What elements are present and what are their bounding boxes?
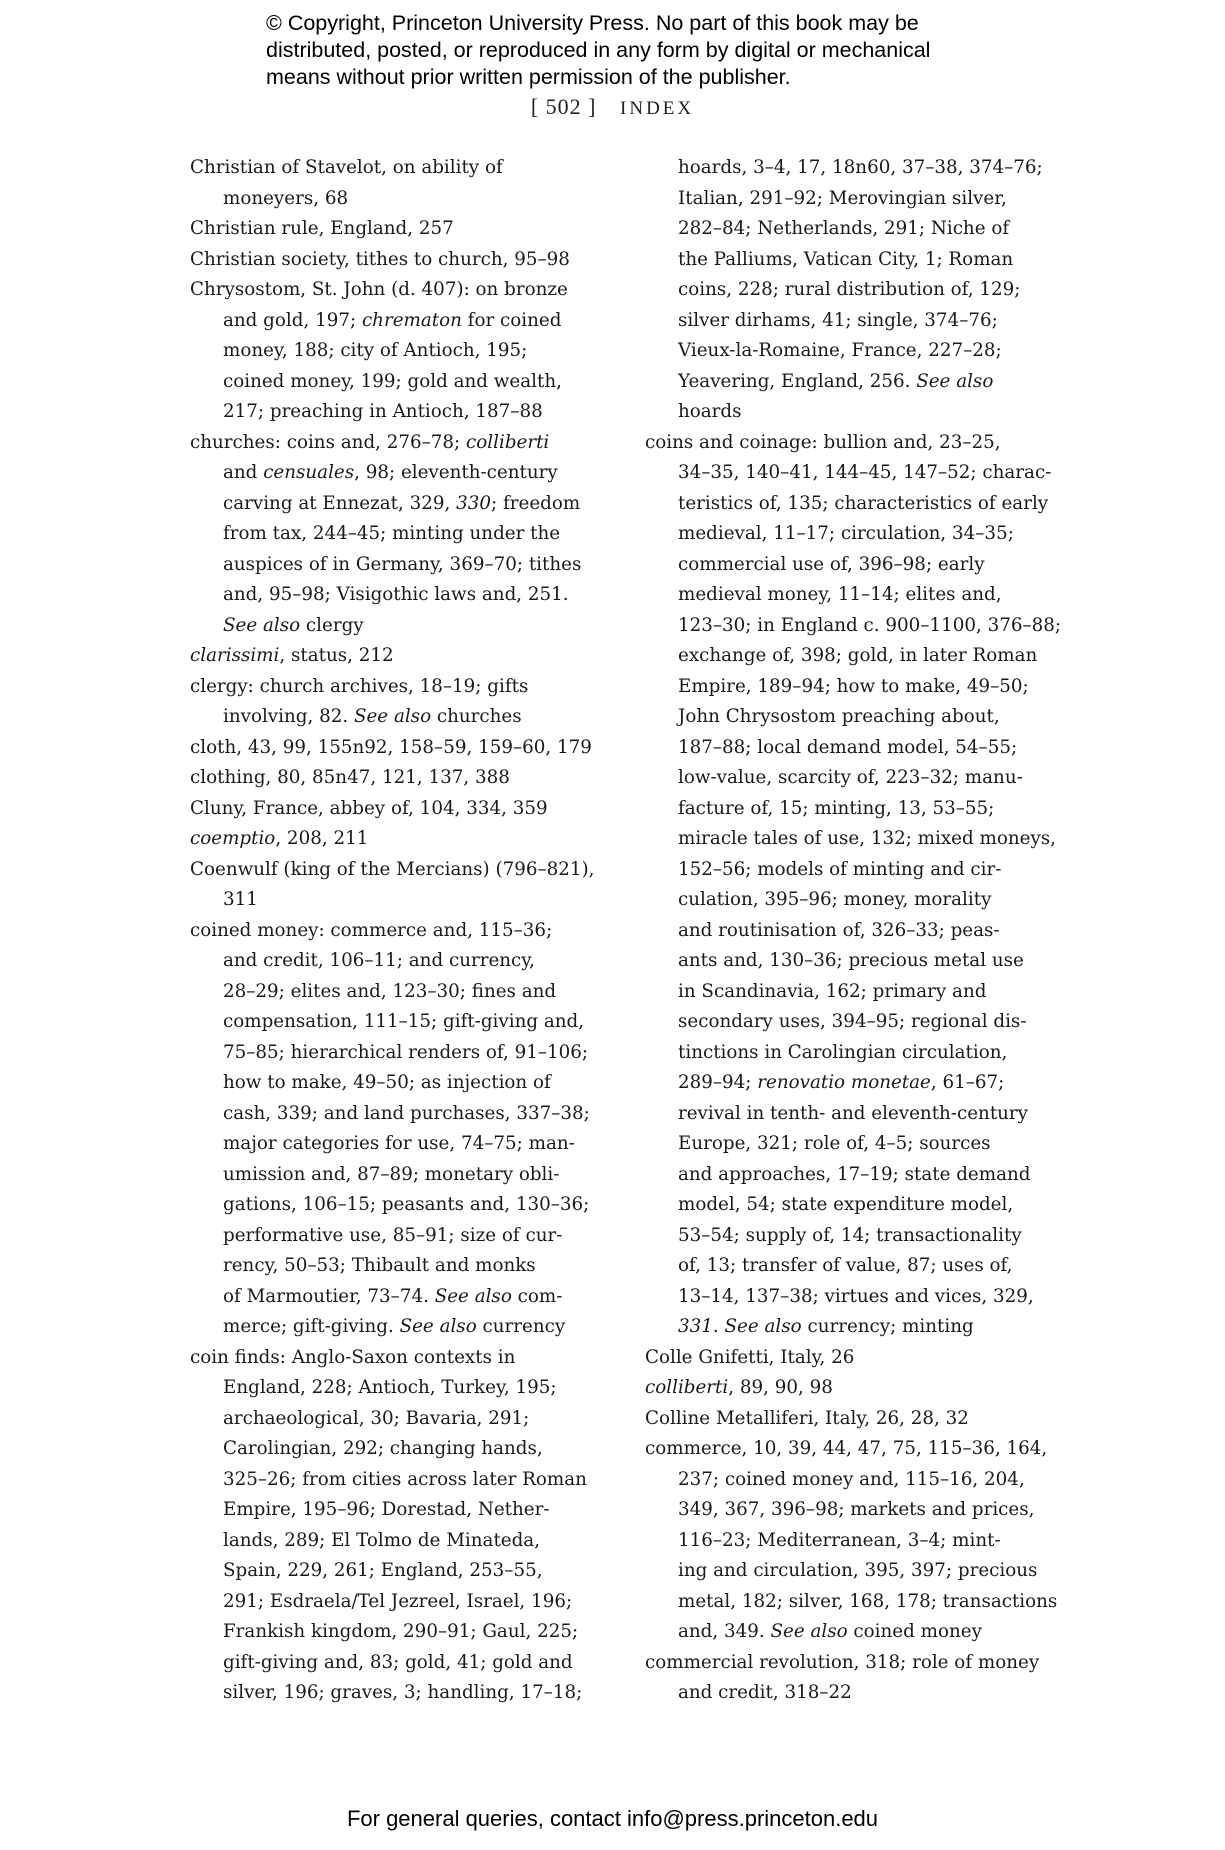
index-entry: Chrysostom, St. John (d. 407): on bronze (190, 279, 568, 300)
index-entry-continuation: 187–88; local demand model, 54–55; (678, 736, 1018, 758)
index-entry: Christian of Stavelot, on ability of (190, 157, 503, 178)
index-entry-continuation: 311 (223, 889, 258, 910)
index-entry-continuation: and approaches, 17–19; state demand (678, 1163, 1031, 1185)
index-entry-continuation: from tax, 244–45; minting under the (223, 523, 561, 544)
index-entry-continuation: culation, 395–96; money, morality (678, 889, 992, 910)
index-entry-continuation: revival in tenth- and eleventh-century (678, 1102, 1029, 1124)
index-entry-continuation: how to make, 49–50; as injection of (223, 1072, 551, 1093)
index-entry-continuation: major categories for use, 74–75; man- (223, 1133, 575, 1154)
index-entry-continuation: lands, 289; El Tolmo de Minateda, (223, 1529, 541, 1551)
running-head (0, 94, 1225, 120)
index-entry-continuation: medieval money, 11–14; elites and, (678, 584, 1002, 605)
index-entry-continuation: 349, 367, 396–98; markets and prices, (678, 1499, 1035, 1520)
index-entry-continuation: and routinisation of, 326–33; peas- (678, 919, 1000, 941)
index-entry-continuation: 152–56; models of minting and cir- (678, 858, 1002, 880)
index-entry-continuation: Italian, 291–92; Merovingian silver, (678, 187, 1007, 209)
index-entry-continuation: cash, 339; and land purchases, 337–38; (223, 1102, 590, 1124)
index-entry-continuation: Frankish kingdom, 290–91; Gaul, 225; (223, 1621, 579, 1642)
index-entry: Cluny, France, abbey of, 104, 334, 359 (190, 797, 548, 819)
index-entry-continuation: miracle tales of use, 132; mixed moneys, (678, 828, 1056, 849)
index-entry-continuation: performative use, 85–91; size of cur- (223, 1224, 563, 1246)
index-entry-continuation: coins, 228; rural distribution of, 129; (678, 279, 1021, 300)
index-entry-continuation: commercial use of, 396–98; early (678, 553, 985, 575)
index-entry-continuation: medieval, 11–17; circulation, 34–35; (678, 523, 1014, 544)
index-entry-continuation: archaeological, 30; Bavaria, 291; (223, 1407, 530, 1429)
index-entry-continuation: the Palliums, Vatican City, 1; Roman (678, 248, 1014, 270)
index-entry-continuation: of, 13; transfer of value, 87; uses of, (678, 1255, 1013, 1276)
index-entry-continuation: John Chrysostom preaching about, (678, 706, 1000, 727)
index-entry-continuation: hoards, 3–4, 17, 18n60, 37–38, 374–76; (678, 157, 1043, 178)
index-entry: Coenwulf (king of the Mercians) (796–821), (190, 858, 595, 880)
index-entry-continuation: low-value, scarcity of, 223–32; manu- (678, 767, 1023, 788)
index-entry-continuation: moneyers, 68 (223, 187, 349, 209)
index-entry-continuation: Spain, 229, 261; England, 253–55, (223, 1560, 543, 1581)
index-entry-continuation: money, 188; city of Antioch, 195; (223, 340, 528, 361)
index-entry-continuation: teristics of, 135; characteristics of early (678, 492, 1049, 514)
index-entry-continuation: 217; preaching in Antioch, 187–88 (223, 401, 543, 422)
index-entry-continuation: tinctions in Carolingian circulation, (678, 1041, 1008, 1063)
index-entry-continuation: 28–29; elites and, 123–30; fines and (223, 980, 557, 1002)
index-entry-continuation: facture of, 15; minting, 13, 53–55; (678, 797, 995, 819)
index-entry-continuation: auspices of in Germany, 369–70; tithes (223, 553, 582, 575)
index-entry: Christian society, tithes to church, 95–98 (190, 248, 570, 270)
index-entry: commercial revolution, 318; role of money (645, 1651, 1040, 1673)
section-title: INDEX (620, 98, 695, 119)
index-entry-continuation: See also clergy (223, 614, 364, 636)
index-entry-continuation: silver, 196; graves, 3; handling, 17–18; (223, 1682, 583, 1703)
index-entry-continuation: coined money, 199; gold and wealth, (223, 370, 562, 392)
index-entry-continuation: ing and circulation, 395, 397; precious (678, 1560, 1038, 1581)
index-entry: Christian rule, England, 257 (190, 218, 454, 239)
index-entry-continuation: 291; Esdraela/Tel Jezreel, Israel, 196; (223, 1590, 573, 1612)
index-entry: Colline Metalliferi, Italy, 26, 28, 32 (645, 1407, 969, 1429)
index-entry-continuation: Empire, 189–94; how to make, 49–50; (678, 675, 1029, 697)
index-entry-continuation: compensation, 111–15; gift-giving and, (223, 1011, 585, 1032)
index-entry-continuation: merce; gift-giving. See also currency (223, 1316, 566, 1337)
index-entry-continuation: 325–26; from cities across later Roman (223, 1468, 587, 1490)
index-entry-continuation: and censuales, 98; eleventh-century (223, 462, 558, 483)
index-entry-continuation: Carolingian, 292; changing hands, (223, 1438, 543, 1459)
index-entry-continuation: and credit, 106–11; and currency, (223, 950, 535, 971)
index-entry: Colle Gnifetti, Italy, 26 (645, 1346, 855, 1368)
index-entry: churches: coins and, 276–78; colliberti (190, 431, 550, 453)
index-entry-continuation: 53–54; supply of, 14; transactionality (678, 1224, 1022, 1246)
index-entry-continuation: 13–14, 137–38; virtues and vices, 329, (678, 1285, 1034, 1307)
index-entry: cloth, 43, 99, 155n92, 158–59, 159–60, 179 (190, 736, 592, 758)
index-entry: coins and coinage: bullion and, 23–25, (645, 431, 1001, 453)
index-entry-continuation: and credit, 318–22 (678, 1682, 852, 1703)
index-entry: colliberti, 89, 90, 98 (645, 1377, 833, 1398)
index-entry-continuation: hoards (678, 401, 742, 422)
index-entry-continuation: and, 95–98; Visigothic laws and, 251. (223, 584, 569, 605)
index-entry-continuation: and, 349. See also coined money (678, 1621, 982, 1642)
index-entry-continuation: 116–23; Mediterranean, 3–4; mint- (678, 1529, 1001, 1551)
index-entry-continuation: metal, 182; silver, 168, 178; transactions (678, 1590, 1058, 1612)
index-entry-continuation: exchange of, 398; gold, in later Roman (678, 645, 1038, 666)
index-entry-continuation: umission and, 87–89; monetary obli- (223, 1163, 560, 1185)
index-entry-continuation: 34–35, 140–41, 144–45, 147–52; charac- (678, 462, 1052, 483)
index-entry-continuation: Europe, 321; role of, 4–5; sources (678, 1133, 991, 1154)
copyright-line: © Copyright, Princeton University Press. No part of this book may be (266, 11, 919, 35)
index-entry-continuation: and gold, 197; chrematon for coined (223, 309, 562, 331)
index-entry: coin finds: Anglo-Saxon contexts in (190, 1346, 516, 1368)
index-entry-continuation: Empire, 195–96; Dorestad, Nether- (223, 1499, 550, 1520)
index-entry-continuation: 331. See also currency; minting (678, 1316, 974, 1337)
index-entry-continuation: ants and, 130–36; precious metal use (678, 950, 1024, 971)
index-entry-continuation: 75–85; hierarchical renders of, 91–106; (223, 1041, 589, 1063)
index-column-right (645, 153, 1065, 1709)
index-column-left (190, 153, 612, 1709)
index-entry-continuation: of Marmoutier, 73–74. See also com- (223, 1285, 563, 1307)
index-entry-continuation: 282–84; Netherlands, 291; Niche of (678, 218, 1010, 239)
copyright-line: means without prior written permission of the publisher. (266, 65, 791, 89)
index-entry: coemptio, 208, 211 (190, 828, 369, 849)
index-entry-continuation: 237; coined money and, 115–16, 204, (678, 1468, 1025, 1490)
index-entry: commerce, 10, 39, 44, 47, 75, 115–36, 164, (645, 1438, 1048, 1459)
index-entry-continuation: rency, 50–53; Thibault and monks (223, 1255, 536, 1276)
index-entry-continuation: secondary uses, 394–95; regional dis- (678, 1011, 1027, 1032)
index-entry-continuation: carving at Ennezat, 329, 330; freedom (223, 492, 581, 514)
footer-contact: For general queries, contact info@press.princeton.edu (346, 1806, 879, 1831)
index-entry: coined money: commerce and, 115–36; (190, 919, 553, 941)
copyright-notice (266, 10, 986, 91)
index-entry: clarissimi, status, 212 (190, 645, 394, 666)
index-entry-continuation: Vieux-la-Romaine, France, 227–28; (678, 340, 1002, 361)
index-entry-continuation: Yeavering, England, 256. See also (678, 370, 994, 392)
index-entry-continuation: gift-giving and, 83; gold, 41; gold and (223, 1651, 573, 1673)
index-entry-continuation: 289–94; renovatio monetae, 61–67; (678, 1072, 1005, 1093)
index-entry-continuation: model, 54; state expenditure model, (678, 1194, 1014, 1215)
index-entry-continuation: in Scandinavia, 162; primary and (678, 980, 987, 1002)
index-entry: clergy: church archives, 18–19; gifts (190, 675, 529, 697)
index-entry: clothing, 80, 85n47, 121, 137, 388 (190, 767, 510, 788)
index-entry-continuation: England, 228; Antioch, Turkey, 195; (223, 1377, 557, 1398)
copyright-line: distributed, posted, or reproduced in any form by digital or mechanical (266, 38, 931, 62)
page-number: [ 502 ] (530, 94, 597, 119)
index-entry-continuation: 123–30; in England c. 900–1100, 376–88; (678, 614, 1062, 636)
index-entry-continuation: gations, 106–15; peasants and, 130–36; (223, 1194, 590, 1215)
index-entry-continuation: silver dirhams, 41; single, 374–76; (678, 309, 998, 331)
index-entry-continuation: involving, 82. See also churches (223, 706, 522, 727)
